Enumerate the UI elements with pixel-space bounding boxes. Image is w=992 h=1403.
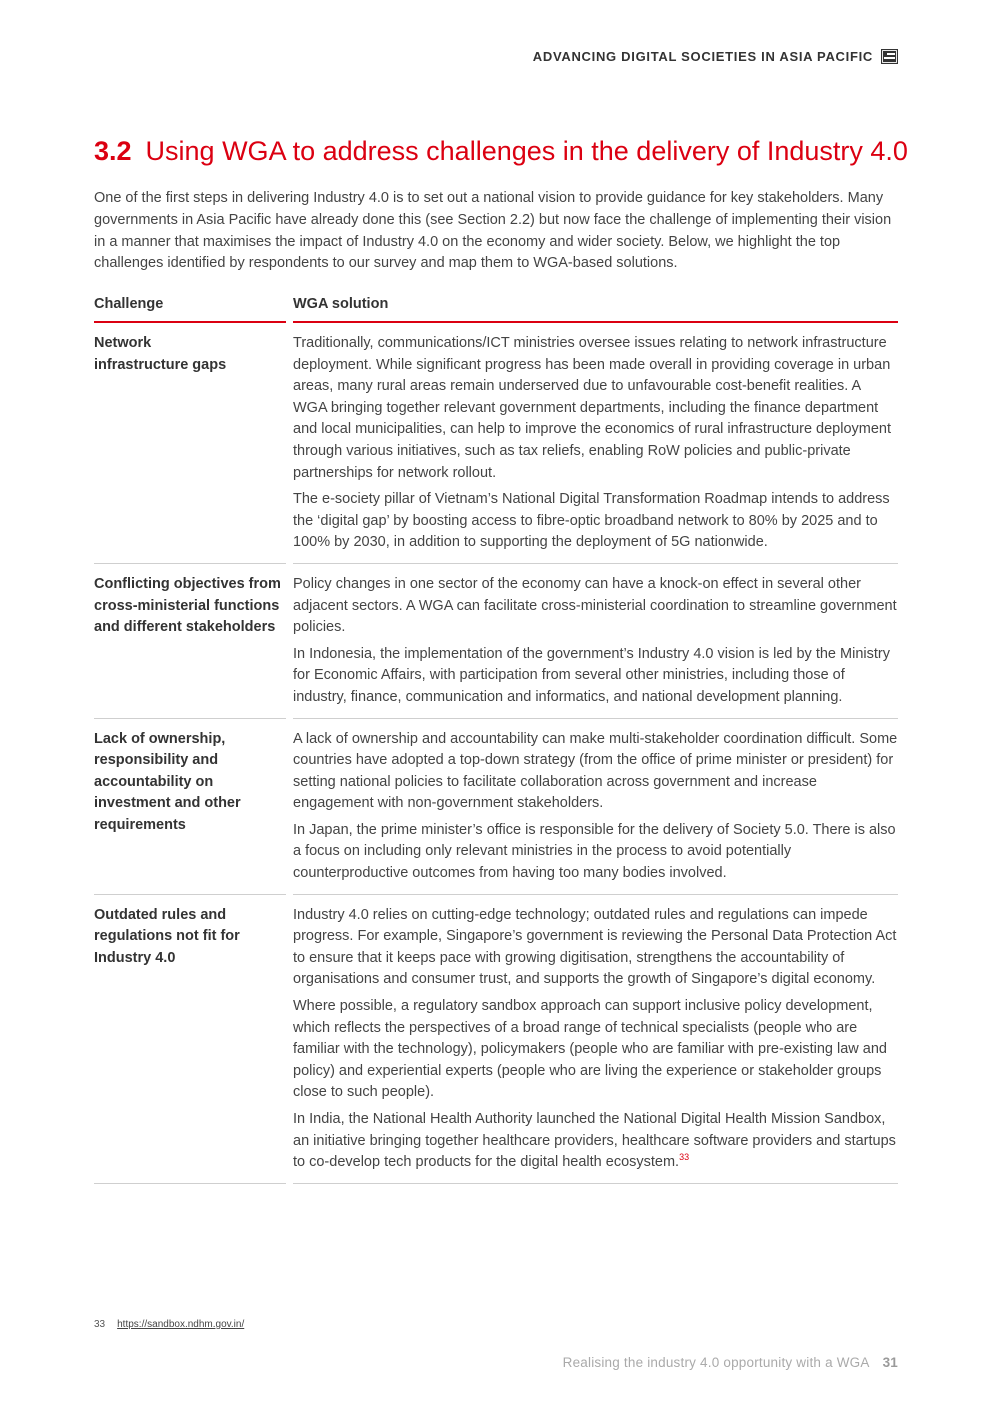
solution-example: In Indonesia, the implementation of the government’s Industry 4.0 vision is led by the Ministry for Economic Affairs, with participation from several other ministries, including those of industry, finance, communication and informatics, and national development planning. <box>293 645 890 705</box>
footer-text: Realising the industry 4.0 opportunity with a WGA <box>562 1355 870 1370</box>
footnote-link[interactable]: https://sandbox.ndhm.gov.in/ <box>117 1319 245 1330</box>
intro-paragraph: One of the first steps in delivering Industry 4.0 is to set out a national vision to provide guidance for key stakeholders. Many governments in Asia Pacific have already done this (see Section 2.2) but now face the challenge of implementing their vision in a manner that maximises the impact of Industry 4.0 on the economy and wider society. Below, we highlight the top challenges identified by respondents to our survey and map them to WGA-based solutions. <box>94 190 892 272</box>
page-header <box>533 49 898 64</box>
document-icon <box>881 49 898 64</box>
challenge-text: Conflicting objectives from cross-ministerial functions and different stakeholders <box>94 575 281 636</box>
challenge-cell <box>94 719 286 895</box>
solution-example-text: In India, the National Health Authority launched the National Digital Health Mission Sandbox, an initiative bringing together healthcare providers, healthcare software providers and startups to co-develop tech products for the digital health ecosystem. <box>293 1111 896 1171</box>
solution-example: In Japan, the prime minister’s office is responsible for the delivery of Society 5.0. There is also a focus on including only relevant ministries in the process to avoid potentially counterproductive outcomes from having too many bodies involved. <box>293 821 896 882</box>
footnote <box>94 1319 244 1330</box>
solution-example <box>293 1109 898 1174</box>
section-number: 3.2 <box>94 136 132 166</box>
table-row <box>94 323 898 564</box>
table-row <box>94 895 898 1184</box>
footnote-ref[interactable]: 33 <box>679 1152 690 1163</box>
header-title: ADVANCING DIGITAL SOCIETIES IN ASIA PACIFIC <box>532 49 873 64</box>
solution-paragraph: Where possible, a regulatory sandbox approach can support inclusive policy development, which reflects the perspectives of a broad range of technical specialists (people who are familiar with the technology), policymakers (people who are familiar with pre-existing law and policy) and experiential experts (people who are living the experience or stakeholder groups close to such people). <box>293 998 887 1101</box>
challenge-cell <box>94 895 286 1184</box>
challenge-text: Lack of ownership, responsibility and accountability on investment and other requirements <box>94 730 241 833</box>
challenge-text: Network infrastructure gaps <box>94 335 227 373</box>
solution-paragraph: Industry 4.0 relies on cutting-edge technology; outdated rules and regulations can impede progress. For example, Singapore’s government is reviewing the Personal Data Protection Act to ensure that it keeps pace with growing digitisation, strengthens the accountability of organisations and consumer trust, and supports the growth of Singapore’s digital economy. <box>293 906 897 988</box>
challenge-cell <box>94 323 286 564</box>
page-number: 31 <box>882 1355 898 1370</box>
solution-column-header: WGA solution <box>293 294 898 323</box>
table-header <box>94 294 898 323</box>
solution-paragraph: Traditionally, communications/ICT ministries oversee issues relating to network infrastructure deployment. While significant progress has been made overall in providing coverage in urban areas, many rural areas remain underserved due to unfavourable cost-benefit realities. A WGA bringing together relevant government departments, including the finance department and local municipalities, can help to improve the economics of rural infrastructure deployment through various initiatives, such as tax reliefs, enabling RoW policies and public-private partnerships for network rollout. <box>293 335 892 481</box>
challenge-column-header: Challenge <box>94 294 286 323</box>
solution-cell <box>293 895 898 1184</box>
challenge-solution-table <box>94 294 898 1184</box>
section-heading: Using WGA to address challenges in the delivery of Industry 4.0 <box>145 136 908 166</box>
section-title <box>94 136 914 167</box>
challenge-text: Outdated rules and regulations not fit for Industry 4.0 <box>94 906 240 966</box>
solution-cell <box>293 719 898 895</box>
solution-paragraph: A lack of ownership and accountability can make multi-stakeholder coordination difficult. Some countries have adopted a top-down strategy (from the office of prime minister or president) for setting national policies to facilitate collaboration across government and increase engagement with non-government stakeholders. <box>293 730 898 812</box>
solution-example: The e-society pillar of Vietnam’s National Digital Transformation Roadmap intends to address the ‘digital gap’ by boosting access to fibre-optic broadband network to 80% by 2025 and to 100% by 2030, in addition to supporting the deployment of 5G nationwide. <box>293 491 890 551</box>
solution-cell <box>293 323 898 564</box>
solution-cell <box>293 564 898 719</box>
page-footer <box>563 1355 898 1370</box>
table-row <box>94 719 898 895</box>
challenge-cell <box>94 564 286 719</box>
table-row <box>94 564 898 719</box>
footnote-number: 33 <box>94 1319 106 1330</box>
solution-paragraph: Policy changes in one sector of the economy can have a knock-on effect in several other adjacent sectors. A WGA can facilitate cross-ministerial coordination to streamline government policies. <box>293 575 897 636</box>
